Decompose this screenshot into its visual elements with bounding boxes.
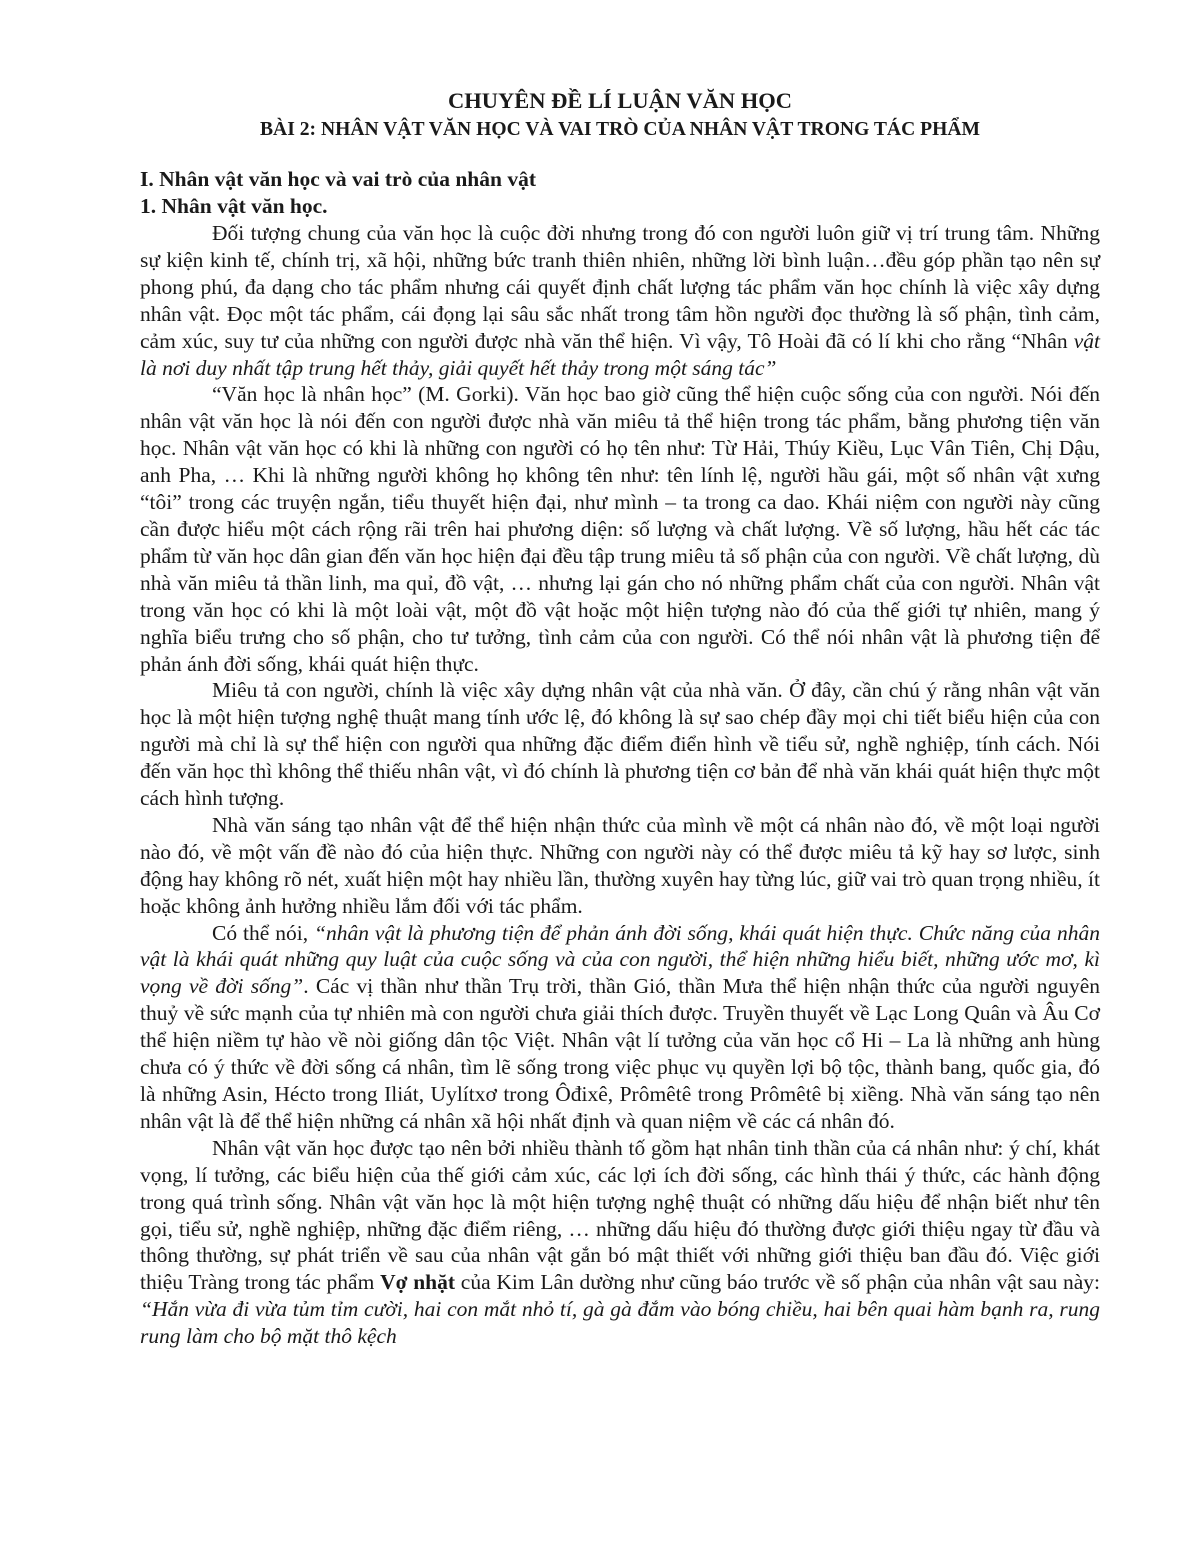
paragraph-3: Miêu tả con người, chính là việc xây dựng nhân vật của nhà văn. Ở đây, cần chú ý rằng nhân vật văn học là một hiện tượng nghệ thuật mang tính ước lệ, đó không là sự sao chép đầy mọi chi tiết biểu hiện của con người mà chỉ là sự thể hiện con người qua những đặc điểm điển hình về tiểu sử, nghề nghiệp, tính cách. Nói đến văn học thì không thể thiếu nhân vật, vì đó chính là phương tiện cơ bản để nhà văn khái quát hiện thực một cách hình tượng. [140, 678, 1100, 811]
paragraph-6-quote: “Hắn vừa đi vừa tủm tỉm cười, hai con mắt nhỏ tí, gà gà đắm vào bóng chiều, hai bên quai hàm bạnh ra, rung rung làm cho bộ mặt thô kệch [140, 1297, 1100, 1349]
paragraph-5-lead: Có thể nói, [212, 920, 314, 945]
paragraph-6 [140, 1135, 1100, 1350]
paragraph-5-rest: . Các vị thần như thần Trụ trời, thần Gió, thần Mưa thể hiện nhận thức của người nguyên thuỷ về sức mạnh của tự nhiên mà con người chưa giải thích được. Truyền thuyết về Lạc Long Quân và Âu Cơ thể hiện niềm tự hào về nòi giống dân tộc Việt. Nhân vật lí tưởng của văn học cổ Hi – La là những anh hùng chưa có ý thức về đời sống cá nhân, tìm lẽ sống trong việc phục vụ quyền lợi bộ tộc, thành bang, quốc gia, đó là những Asin, Hécto trong Iliát, Uylítxơ trong Ôđixê, Prômêtê trong Prômêtê bị xiềng. Nhà văn sáng tạo nên nhân vật là để thể hiện những cá nhân xã hội nhất định và quan niệm về các cá nhân đó. [140, 974, 1100, 1133]
paragraph-4: Nhà văn sáng tạo nhân vật để thể hiện nhận thức của mình về một cá nhân nào đó, về một loại người nào đó, về một vấn đề nào đó của hiện thực. Những con người này có thể được miêu tả kỹ hay sơ lược, sinh động hay không rõ nét, xuất hiện một hay nhiều lần, thường xuyên hay từng lúc, giữ vai trò quan trọng nhiều, ít hoặc không ảnh hưởng nhiều lắm đối với tác phẩm. [140, 812, 1100, 918]
paragraph-1-text: Đối tượng chung của văn học là cuộc đời nhưng trong đó con người luôn giữ vị trí trung tâm. Những sự kiện kinh tế, chính trị, xã hội, những bức tranh thiên nhiên, những lời bình luận…đều góp phần tạo nên sự phong phú, đa dạng cho tác phẩm nhưng cái quyết định chất lượng tác phẩm văn học chính là việc xây dựng nhân vật. Đọc một tác phẩm, cái đọng lại sâu sắc nhất trong tâm hồn người đọc thường là số phận, tình cảm, cảm xúc, suy tư của những con người được nhà văn thể hiện. Vì vậy, Tô Hoài đã có lí khi cho rằng “Nhân [140, 221, 1100, 353]
paragraph-6-mid: của Kim Lân dường như cũng báo trước về số phận của nhân vật sau này: [455, 1270, 1101, 1295]
paragraph-5 [140, 920, 1100, 1135]
paragraph-2: “Văn học là nhân học” (M. Gorki). Văn học bao giờ cũng thể hiện cuộc sống của con người. Nói đến nhân vật văn học là nói đến con người được nhà văn miêu tả thể hiện trong tác phẩm, bằng phương tiện văn học. Nhân vật văn học có khi là những con người có họ tên như: Từ Hải, Thúy Kiều, Lục Vân Tiên, Chị Dậu, anh Pha, … Khi là những người không họ không tên như: tên lính lệ, người hầu gái, một số nhân vật xưng “tôi” trong các truyện ngắn, tiểu thuyết hiện đại, như mình – ta trong ca dao. Khái niệm con người này cũng cần được hiểu một cách rộng rãi trên hai phương diện: số lượng và chất lượng. Về số lượng, hầu hết các tác phẩm từ văn học dân gian đến văn học hiện đại đều tập trung miêu tả số phận của con người. Về chất lượng, dù nhà văn miêu tả thần linh, ma quỉ, đồ vật, … nhưng lại gán cho nó những phẩm chất của con người. Nhân vật trong văn học có khi là một loài vật, một đồ vật hoặc một hiện tượng nào đó của thế giới tự nhiên, mang ý nghĩa biểu trưng cho số phận, cho tư tưởng, tình cảm của con người. Có thể nói nhân vật là phương tiện để phản ánh đời sống, khái quát hiện thực. [140, 382, 1100, 676]
document-title: CHUYÊN ĐỀ LÍ LUẬN VĂN HỌC [448, 88, 792, 113]
section-heading: I. Nhân vật văn học và vai trò của nhân vật [140, 167, 537, 191]
paragraph-1-quote: vật là nơi duy nhất tập trung hết thảy, giải quyết hết thảy trong một sáng tác” [140, 328, 1100, 380]
paragraph-1 [140, 220, 1100, 381]
paragraph-5-quote: “nhân vật là phương tiện để phản ánh đời sống, khái quát hiện thực. Chức năng của nhân vật là khái quát những quy luật của cuộc sống và của con người, thể hiện những hiểu biết, những ước mơ, kì vọng về đời sống” [140, 920, 1100, 999]
document-subtitle: BÀI 2: NHÂN VẬT VĂN HỌC VÀ VAI TRÒ CỦA NHÂN VẬT TRONG TÁC PHẨM [259, 119, 980, 140]
paragraph-6-work-title: Vợ nhặt [380, 1270, 456, 1295]
subsection-heading: 1. Nhân vật văn học. [140, 194, 328, 218]
paragraph-6-lead: Nhân vật văn học được tạo nên bởi nhiều thành tố gồm hạt nhân tinh thần của cá nhân như: ý chí, khát vọng, lí tưởng, các biểu hiện của thế giới cảm xúc, các lợi ích đời sống, các hình thái ý thức, các hành động trong quá trình sống. Nhân vật văn học là một hiện tượng nghệ thuật có những dấu hiệu để nhận biết như tên gọi, tiểu sử, nghề nghiệp, những đặc điểm riêng, … những dấu hiệu đó thường được giới thiệu ngay từ đầu và thông thường, sự phát triển về sau của nhân vật gắn bó mật thiết với những giới thiệu ban đầu đó. Việc giới thiệu Tràng trong tác phẩm [140, 1135, 1100, 1295]
